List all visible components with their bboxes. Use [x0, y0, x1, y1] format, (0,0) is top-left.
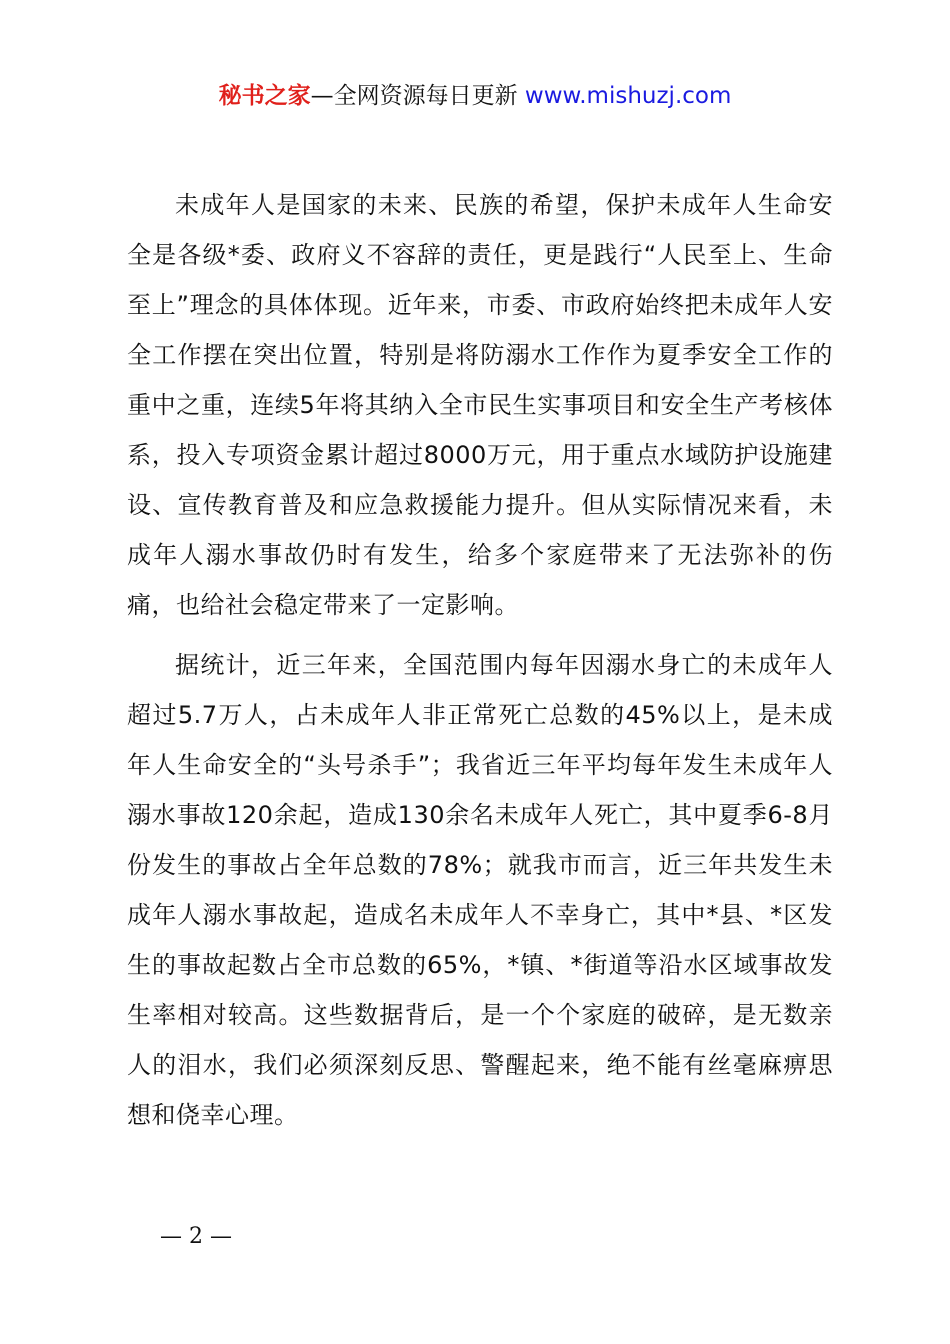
site-brand: 秘书之家: [218, 83, 311, 109]
paragraph-1: 未成年人是国家的未来、民族的希望，保护未成年人生命安全是各级*委、政府义不容辞的责任，更是践行“人民至上、生命至上”理念的具体体现。近年来，市委、市政府始终把未成年人安全工作摆在突出位置，特别是将防溺水工作作为夏季安全工作的重中之重，连续5年将其纳入全市民生实事项目和安全生产考核体系，投入专项资金累计超过8000万元，用于重点水域防护设施建设、宣传教育普及和应急救援能力提升。但从实际情况来看，未成年人溺水事故仍时有发生，给多个家庭带来了无法弥补的伤痛，也给社会稳定带来了一定影响。: [127, 191, 833, 619]
paragraph-2: 据统计，近三年来，全国范围内每年因溺水身亡的未成年人超过5.7万人，占未成年人非正常死亡总数的45%以上，是未成年人生命安全的“头号杀手”；我省近三年平均每年发生未成年人溺水事故120余起，造成130余名未成年人死亡，其中夏季6-8月份发生的事故占全年总数的78%；就我市而言，近三年共发生未成年人溺水事故起，造成名未成年人不幸身亡，其中*县、*区发生的事故起数占全市总数的65%，*镇、*街道等沿水区域事故发生率相对较高。这些数据背后，是一个个家庭的破碎，是无数亲人的泪水，我们必须深刻反思、警醒起来，绝不能有丝毫麻痹思想和侥幸心理。: [127, 651, 833, 1129]
site-tagline: —全网资源每日更新: [310, 83, 525, 109]
page-header: [0, 80, 950, 112]
page-number: — 2 —: [160, 1224, 232, 1249]
site-url-link[interactable]: www.mishuzj.com: [524, 83, 732, 109]
document-body: [127, 180, 833, 1150]
